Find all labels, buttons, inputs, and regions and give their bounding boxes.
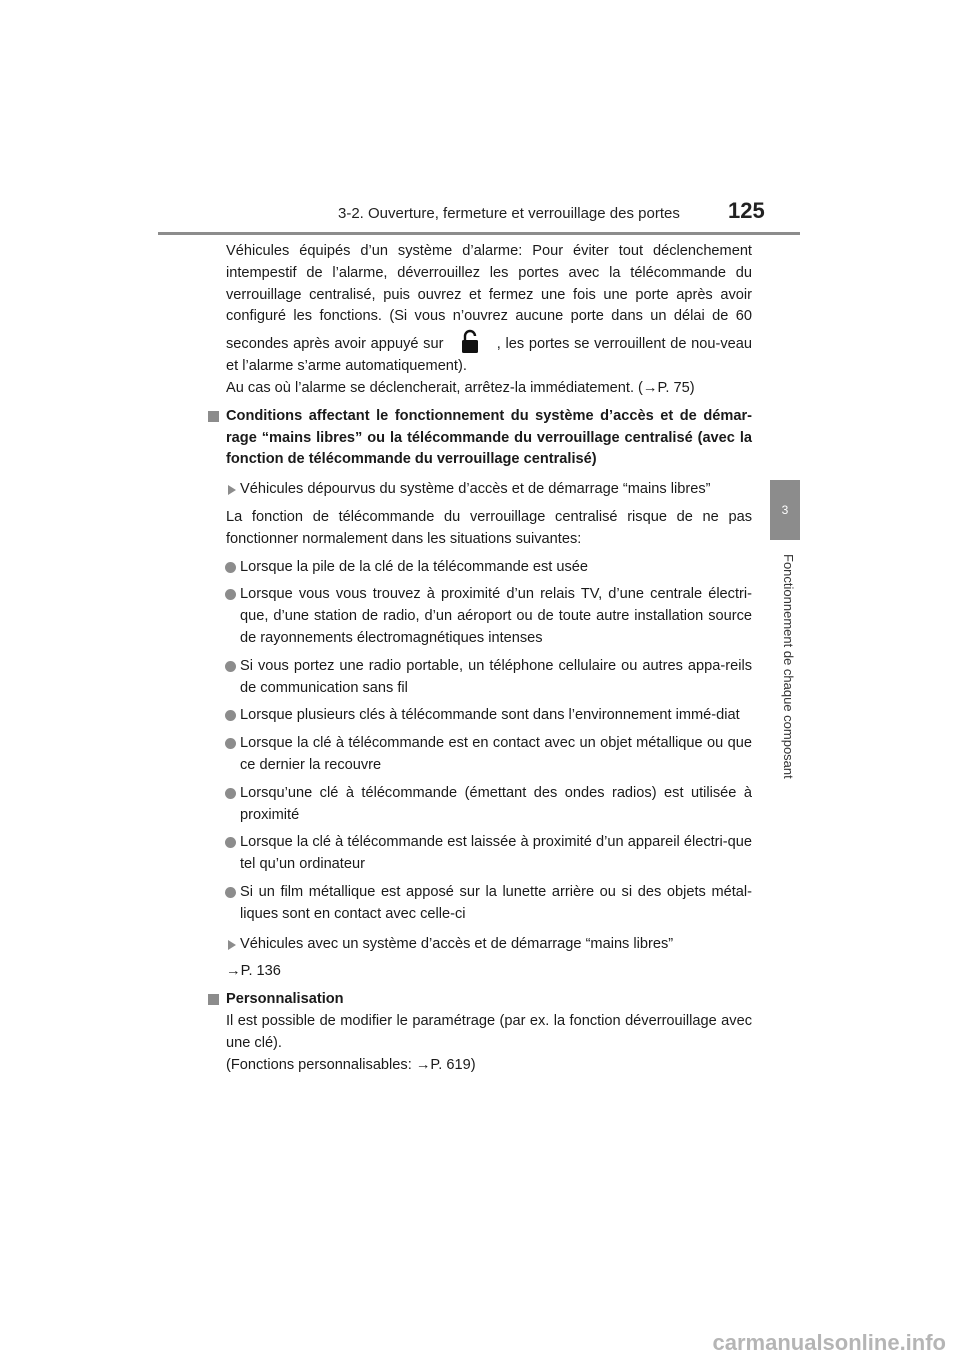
round-bullet-icon [225, 589, 236, 600]
page-content [206, 241, 752, 1076]
round-bullet-icon [225, 788, 236, 799]
intro-text-part2: , les portes se verrouillent de nou-veau et l’alarme s’arme automatiquement). [226, 336, 752, 375]
watermark: carmanualsonline.info [712, 1330, 946, 1355]
triangle-marker-icon [228, 485, 236, 495]
customization-body: Il est possible de modifier le paramétrage (par ex. la fonction déverrouillage avec une clé). [226, 1012, 752, 1051]
section-heading-text: Personnalisation [226, 991, 344, 1008]
square-marker-icon [208, 411, 219, 422]
subheading-text: Véhicules dépourvus du système d’accès et de démarrage “mains libres” [240, 481, 711, 498]
conditions-intro: La fonction de télécommande du verrouillage centralisé risque de ne pas fonctionner normalement dans les situations suivantes: [226, 508, 752, 547]
round-bullet-icon [225, 562, 236, 573]
page-reference-link[interactable]: →P. 136 [226, 963, 281, 980]
chapter-number-box: 3 [770, 480, 800, 540]
list-item [206, 783, 752, 827]
section-heading-conditions [206, 406, 752, 471]
list-item [206, 882, 752, 926]
list-item-text: Lorsque la clé à télécommande est laissée à proximité d’un appareil électri-que tel qu’un ordinateur [240, 834, 752, 873]
triangle-marker-icon [228, 940, 236, 950]
list-item [206, 584, 752, 649]
subheading-smart-entry [206, 934, 752, 956]
list-item [206, 832, 752, 876]
customization-reference: (Fonctions personnalisables: →P. 619) [226, 1056, 476, 1073]
chapter-label: Fonctionnement de chaque composant [781, 554, 796, 779]
list-item [206, 705, 752, 727]
list-item [206, 656, 752, 700]
list-item-text: Lorsque la pile de la clé de la télécommande est usée [240, 558, 589, 575]
round-bullet-icon [225, 887, 236, 898]
round-bullet-icon [225, 837, 236, 848]
list-item-text: Lorsque vous vous trouvez à proximité d’un relais TV, d’une centrale électri-que, d’une station de radio, d’un aéroport ou de toute autre installation source de rayonnements électromagnétiques intenses [240, 586, 752, 646]
intro-paragraph [226, 241, 752, 378]
lock-button-icon [448, 328, 492, 356]
intro-text-part1: Véhicules équipés d’un système d’alarme: Pour éviter tout déclenchement intempestif de l’alarme, déverrouillez les portes avec la télécommande du verrouillage centralisé, puis ouvrez et fermez une fois une porte après avoir configuré les fonctions. (Si vous n’ouvrez aucune porte dans un délai de 60 secondes après avoir appuyé sur [226, 243, 752, 353]
list-item-text: Lorsque plusieurs clés à télécommande sont dans l’environnement immé-diat [240, 707, 740, 724]
square-marker-icon [208, 994, 219, 1005]
list-item-text: Si un film métallique est apposé sur la lunette arrière ou si des objets métal-liques sont en contact avec celle-ci [240, 883, 752, 922]
page-number: 125 [728, 198, 765, 223]
round-bullet-icon [225, 710, 236, 721]
header-rule [158, 232, 800, 235]
chapter-side-tab [770, 480, 800, 820]
header-section-title: 3-2. Ouverture, fermeture et verrouillage des portes [338, 205, 680, 222]
section-heading-text: Conditions affectant le fonctionnement du système d’accès et de démar-rage “mains libres” ou la télécommande du verrouillage centralisé (avec la fonction de télécommande du verrouillage centralisé) [226, 407, 752, 468]
section-heading-customization [206, 989, 752, 1011]
list-item-text: Si vous portez une radio portable, un téléphone cellulaire ou autres appa-reils de communication sans fil [240, 657, 752, 696]
subheading-no-smart-entry [206, 479, 752, 501]
list-item [206, 733, 752, 777]
list-item-text: Lorsque la clé à télécommande est en contact avec un objet métallique ou que ce dernier la recouvre [240, 735, 752, 773]
list-item-text: Lorsqu’une clé à télécommande (émettant des ondes radios) est utilisée à proximité [240, 784, 752, 823]
subheading-text: Véhicules avec un système d’accès et de démarrage “mains libres” [240, 935, 674, 952]
list-item [206, 557, 752, 579]
round-bullet-icon [225, 661, 236, 672]
alarm-note: Au cas où l’alarme se déclencherait, arrêtez-la immédiatement. (→P. 75) [226, 379, 695, 396]
round-bullet-icon [225, 738, 236, 749]
